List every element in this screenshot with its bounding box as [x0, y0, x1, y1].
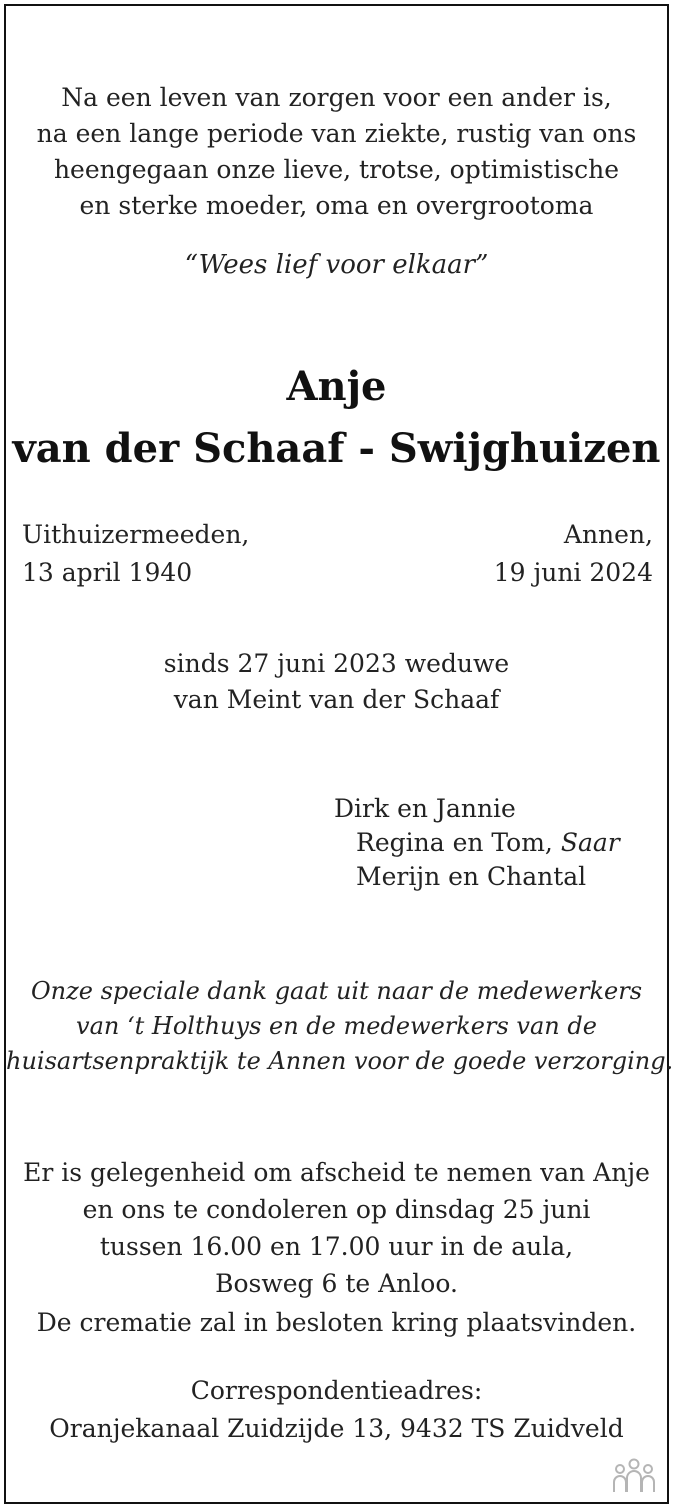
- farewell-line: tussen 16.00 en 17.00 uur in de aula,: [99, 1232, 574, 1261]
- death-info: [494, 516, 653, 592]
- children: Dirk en Jannie: [334, 794, 516, 823]
- last-name: van der Schaaf - Swijghuizen: [12, 425, 661, 472]
- thanks-line: huisartsenpraktijk te Annen voor de goede verzorging.: [6, 1047, 674, 1075]
- widow-line: van Meint van der Schaaf: [173, 685, 500, 714]
- intro-line: heengegaan onze lieve, trotse, optimistische: [53, 155, 620, 184]
- grandchildren-line: [334, 826, 620, 860]
- family-list: [334, 792, 620, 894]
- thanks-text: [6, 974, 674, 1079]
- grandchildren-names: Regina en Tom,: [356, 828, 561, 857]
- widow-info: [6, 646, 667, 718]
- deceased-name: [6, 356, 667, 480]
- motto: “Wees lief voor elkaar”: [184, 250, 489, 280]
- widow-line: sinds 27 juni 2023 weduwe: [163, 649, 510, 678]
- birth-date: 13 april 1940: [22, 558, 193, 587]
- farewell-line: en ons te condoleren op dinsdag 25 juni: [82, 1195, 591, 1224]
- intro-text: [6, 80, 667, 224]
- obituary-card: [4, 4, 674, 1504]
- correspondence-label: Correspondentieadres:: [190, 1376, 483, 1405]
- intro-line: na een lange periode van ziekte, rustig van ons: [36, 119, 637, 148]
- farewell-line: Bosweg 6 te Anloo.: [215, 1269, 458, 1298]
- death-place: Annen,: [563, 520, 653, 549]
- great-grandchild: Saar: [560, 828, 620, 857]
- intro-line: en sterke moeder, oma en overgrootoma: [79, 191, 594, 220]
- people-group-icon: [611, 1454, 657, 1494]
- thanks-line: van ‘t Holthuys en de medewerkers van de: [76, 1012, 597, 1040]
- first-name: Anje: [286, 363, 387, 410]
- grandchildren-names: Merijn en Chantal: [356, 862, 587, 891]
- correspondence: [6, 1372, 667, 1448]
- grandchildren-line: [334, 860, 620, 894]
- farewell-info: [6, 1154, 667, 1302]
- birth-place: Uithuizermeeden,: [22, 520, 250, 549]
- cremation-note: De crematie zal in besloten kring plaatsvinden.: [36, 1308, 637, 1337]
- intro-line: Na een leven van zorgen voor een ander is,: [61, 83, 612, 112]
- birth-info: [22, 516, 249, 592]
- thanks-line: Onze speciale dank gaat uit naar de medewerkers: [30, 977, 643, 1005]
- correspondence-address: Oranjekanaal Zuidzijde 13, 9432 TS Zuidveld: [49, 1414, 624, 1443]
- farewell-line: Er is gelegenheid om afscheid te nemen van Anje: [23, 1158, 650, 1187]
- death-date: 19 juni 2024: [493, 558, 653, 587]
